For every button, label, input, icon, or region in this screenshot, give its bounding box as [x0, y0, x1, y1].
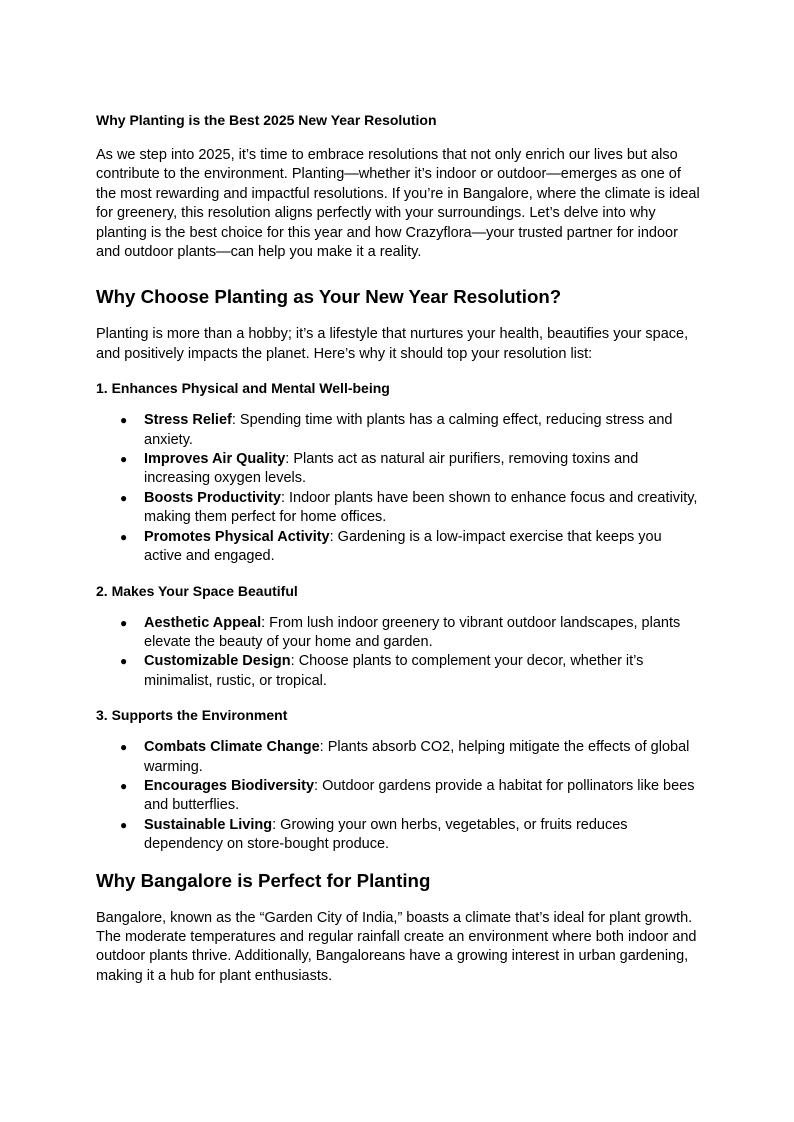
- section-paragraph-why-choose: Planting is more than a hobby; it’s a lifestyle that nurtures your health, beautifies your space, and positively impacts the planet. Here’s why it should top your resolution list:: [96, 326, 689, 362]
- list-item-text: : Indoor plants have been shown to enhance focus and creativity, making them perfect for home offices.: [144, 489, 698, 526]
- list-item-text: : Growing your own herbs, vegetables, or fruits reduces dependency on store-bought produce.: [144, 816, 628, 853]
- subsection-heading-wellbeing: 1. Enhances Physical and Mental Well-being: [96, 380, 390, 397]
- bullet-icon: ●: [120, 413, 128, 428]
- section-heading-bangalore: Why Bangalore is Perfect for Planting: [96, 869, 431, 891]
- list-item-term: Stress Relief: [144, 412, 232, 429]
- bullet-icon: ●: [120, 740, 128, 755]
- list-item: [120, 528, 700, 567]
- list-item-text: : From lush indoor greenery to vibrant outdoor landscapes, plants elevate the beauty of your home and garden.: [144, 614, 681, 650]
- bullet-icon: ●: [120, 452, 128, 467]
- section-paragraph-bangalore: Bangalore, known as the “Garden City of India,” boasts a climate that’s ideal for plant growth. The moderate temperatures and regular rainfall create an environment where both indoor and outdoor plants thrive. Additionally, Bangaloreans have a growing interest in urban gardening, making it a hub for plant enthusiasts.: [96, 909, 697, 984]
- bullet-list-beautiful-space: [96, 614, 700, 692]
- bullet-icon: ●: [120, 529, 128, 544]
- list-item: [120, 816, 700, 855]
- list-item: [120, 738, 700, 777]
- list-item-text: : Plants absorb CO2, helping mitigate the effects of global warming.: [144, 739, 690, 775]
- subsection-heading-beautiful-space: 2. Makes Your Space Beautiful: [96, 582, 298, 599]
- list-item-term: Customizable Design: [144, 653, 291, 670]
- section-heading-why-choose: Why Choose Planting as Your New Year Resolution?: [96, 286, 562, 308]
- list-item: [120, 777, 700, 816]
- document-title: Why Planting is the Best 2025 New Year Resolution: [96, 112, 437, 128]
- document-page: [96, 110, 700, 986]
- intro-paragraph: As we step into 2025, it’s time to embrace resolutions that not only enrich our lives but also contribute to the environment. Planting—whether it’s indoor or outdoor—emerges as one of the most rewarding and impactful resolutions. If you’re in Bangalore, where the climate is ideal for greenery, this resolution aligns perfectly with your surroundings. Let’s delve into why planting is the best choice for this year and how Crazyflora—your trusted partner for indoor and outdoor plants—can help you make it a reality.: [96, 147, 700, 261]
- list-item-text: : Gardening is a low-impact exercise that keeps you active and engaged.: [144, 528, 662, 565]
- list-item-text: : Plants act as natural air purifiers, removing toxins and increasing oxygen levels.: [144, 451, 639, 487]
- list-item-term: Sustainable Living: [144, 816, 273, 833]
- list-item-term: Promotes Physical Activity: [144, 528, 330, 545]
- bullet-icon: ●: [120, 654, 128, 669]
- bullet-icon: ●: [120, 778, 128, 793]
- list-item-text: : Outdoor gardens provide a habitat for pollinators like bees and butterflies.: [144, 777, 695, 814]
- list-item-term: Combats Climate Change: [144, 739, 320, 756]
- bullet-icon: ●: [120, 615, 128, 630]
- bullet-list-wellbeing: [96, 411, 700, 566]
- list-item-text: : Choose plants to complement your decor, whether it’s minimalist, rustic, or tropical.: [144, 653, 644, 689]
- bullet-list-environment: [96, 738, 700, 854]
- list-item: [120, 450, 700, 489]
- list-item: [120, 614, 700, 653]
- bullet-icon: ●: [120, 817, 128, 832]
- list-item: [120, 652, 700, 691]
- list-item-text: : Spending time with plants has a calming effect, reducing stress and anxiety.: [144, 412, 673, 448]
- list-item: [120, 489, 700, 528]
- list-item-term: Encourages Biodiversity: [144, 777, 315, 794]
- bullet-icon: ●: [120, 490, 128, 505]
- list-item-term: Boosts Productivity: [144, 489, 281, 506]
- list-item-term: Aesthetic Appeal: [144, 614, 262, 631]
- list-item-term: Improves Air Quality: [144, 451, 286, 468]
- subsection-heading-environment: 3. Supports the Environment: [96, 707, 288, 724]
- list-item: [120, 411, 700, 450]
